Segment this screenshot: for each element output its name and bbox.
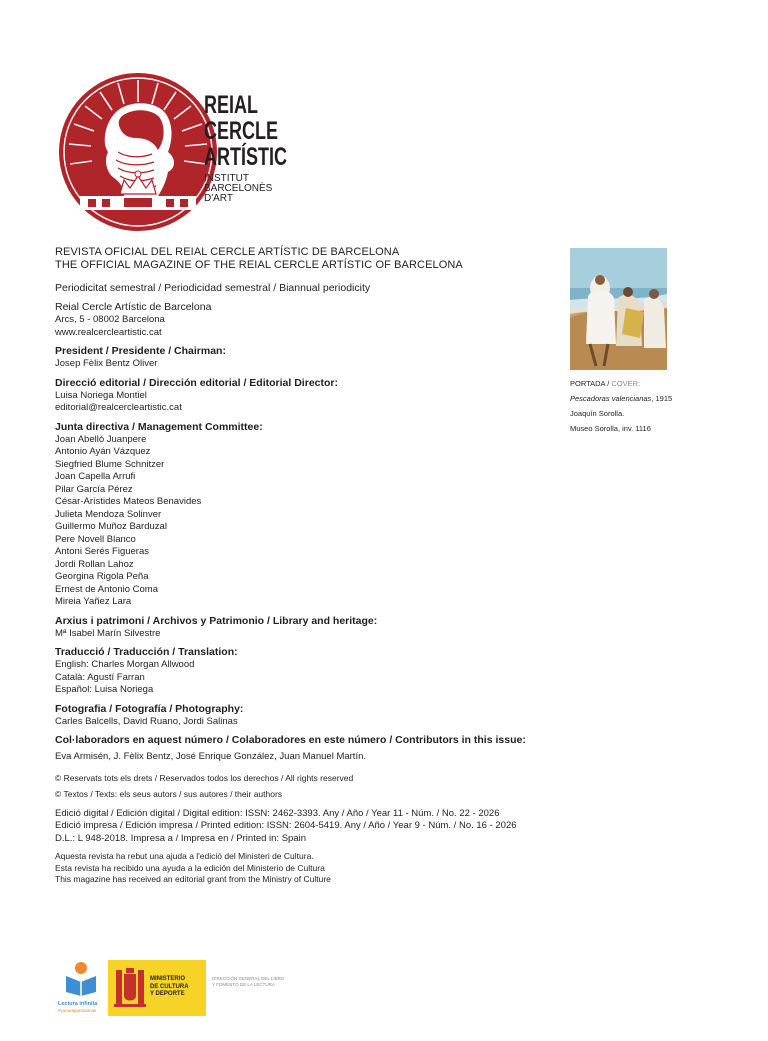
website-link[interactable]: www.realcercleartistic.cat — [55, 326, 162, 338]
committee-member: Joan Abelló Juanpere — [55, 433, 147, 445]
masthead-header — [55, 246, 555, 272]
person-name: Luisa Noriega Montiel — [55, 389, 147, 401]
digital-edition: Edició digital / Edición digital / Digital edition: ISSN: 2462-3393. Any / Año / Year 11 - Núm. / No. 22 - 2026 — [55, 807, 500, 819]
brand-sub-line: BARCELONÈS — [204, 183, 273, 194]
brand-sub-line: D'ART — [204, 193, 233, 204]
rights-line: © Textos / Texts: els seus autors / sus autores / their authors — [55, 788, 283, 799]
committee-member: Pere Novell Blanco — [55, 533, 136, 545]
translator-line: Català: Agustí Farran — [55, 671, 145, 683]
email-link[interactable]: editorial@realcercleartistic.cat — [55, 402, 182, 413]
club-seal-logo — [58, 72, 218, 232]
committee-member: Siegfried Blume Schnitzer — [55, 458, 165, 470]
section-title: Col·laboradors en aquest número / Colaboradores en este número / Contributors in this issue: — [55, 734, 526, 746]
printed-edition: Edició impresa / Edición impresa / Printed edition: ISSN: 2604-5419. Any / Año / Year 9 - Núm. / No. 16 - 2026 — [55, 820, 517, 831]
cover-painting — [570, 248, 667, 370]
caption-portada: PORTADA / — [570, 379, 612, 388]
lectura-infinita-logo — [58, 958, 104, 1018]
committee-member: Mireia Yañez Lara — [55, 596, 132, 607]
section-title: Fotografia / Fotografía / Photography: — [55, 702, 244, 715]
section-title: President / Presidente / Chairman: — [55, 345, 226, 357]
ministry-line3: Y DEPORTE — [150, 991, 185, 997]
committee-member: Ernest de Antonio Coma — [55, 583, 158, 595]
periodicity-text: Periodicitat semestral / Periodicidad semestral / Biannual periodicity — [55, 282, 371, 294]
street-address: Arcs, 5 - 08002 Barcelona — [55, 314, 165, 325]
ministry-line2: DE CULTURA — [150, 983, 189, 990]
editorial-block — [55, 377, 575, 415]
section-title: Arxius i patrimoni / Archivos y Patrimonio / Library and heritage: — [55, 614, 378, 627]
lectura-line2: #yomeapuntoamas — [58, 1008, 97, 1013]
caption-cover-en: COVER: — [611, 379, 641, 388]
committee-block — [55, 421, 575, 609]
section-title: Junta directiva / Management Committee: — [55, 420, 263, 433]
org-name: Reial Cercle Artístic de Barcelona — [55, 301, 212, 313]
sponsor-logos — [58, 958, 308, 1020]
translator-line: Español: Luisa Noriega — [55, 684, 154, 695]
contributor-names: Eva Armisén, J. Fèlix Bentz, José Enrique González, Juan Manuel Martín. — [55, 751, 367, 762]
seal-icon — [58, 72, 218, 232]
painting-museum: Museo Sorolla, inv. 1116 — [570, 424, 651, 433]
rights-block — [55, 770, 575, 802]
book-icon — [58, 958, 104, 996]
grant-line: This magazine has received an editorial grant from the Ministry of Culture — [55, 874, 331, 884]
painting-artist: Joaquín Sorolla. — [570, 409, 625, 418]
committee-member: Antoni Serés Figueras — [55, 546, 149, 557]
committee-member: César-Arístides Mateos Benavides — [55, 496, 202, 507]
grant-line: Esta revista ha recibido una ayuda a la edición del Ministerio de Cultura — [55, 862, 325, 873]
translator-line: English: Charles Morgan Allwood — [55, 659, 195, 670]
header-line-1: REVISTA OFICIAL DEL REIAL CERCLE ARTÍSTIC DE BARCELONA — [55, 246, 400, 258]
painting-year: , 1915 — [651, 394, 673, 403]
painting-thumbnail-icon — [570, 248, 667, 370]
dg-logo — [212, 976, 284, 988]
grant-block — [55, 851, 575, 886]
editions-block — [55, 808, 575, 846]
caption-label — [570, 376, 710, 391]
dg-line1: DIRECCIÓN GENERAL DEL LIBRO — [212, 976, 285, 981]
committee-member: Guillermo Muñoz Barduzal — [55, 521, 167, 532]
painting-title: Pescadoras valencianas — [570, 394, 652, 403]
section-title: Direcció editorial / Dirección editorial / Editorial Director: — [55, 376, 338, 389]
translation-block — [55, 646, 575, 697]
coat-of-arms-icon — [110, 960, 150, 1016]
archives-block — [55, 615, 575, 641]
legal-deposit: D.L.: L 948-2018. Impresa a / Impresa en / Printed in: Spain — [55, 832, 307, 844]
section-title: Traducció / Traducción / Translation: — [55, 646, 238, 658]
cover-caption — [570, 376, 710, 436]
header-line-2: THE OFFICIAL MAGAZINE OF THE REIAL CERCLE ARTÍSTIC OF BARCELONA — [55, 259, 463, 271]
brand-wordmark — [204, 92, 294, 204]
photography-block — [55, 703, 575, 729]
photographer-names: Carles Balcells, David Ruano, Jordi Salinas — [55, 715, 238, 727]
person-name: Mª Isabel Marín Silvestre — [55, 627, 161, 639]
dg-line2: Y FOMENTO DE LA LECTURA — [212, 982, 275, 987]
lectura-line1: Lectura infinita — [58, 1001, 98, 1007]
grant-line: Aquesta revista ha rebut una ajuda a l'edició del Ministeri de Cultura. — [55, 851, 314, 861]
committee-member: Jordi Rollan Lahoz — [55, 558, 134, 570]
president-block — [55, 345, 575, 371]
ministry-line1: MINISTERIO — [150, 976, 186, 982]
brand-name-line: CERCLE — [204, 117, 279, 145]
committee-member: Antonio Ayán Vázquez — [55, 446, 151, 457]
person-name: Josep Fèlix Bentz Oliver — [55, 358, 158, 369]
brand-name-line: ARTÍSTIC — [204, 143, 288, 171]
brand-sub-line: INSTITUT — [204, 173, 249, 184]
credits-column — [55, 282, 575, 892]
ministry-logo — [108, 960, 206, 1016]
committee-member: Joan Capella Arrufi — [55, 471, 136, 482]
address-block — [55, 301, 575, 339]
brand-name-line: REIAL — [204, 91, 258, 119]
committee-member: Pilar García Pérez — [55, 483, 133, 495]
committee-member: Julieta Mendoza Solinver — [55, 508, 162, 520]
caption-title-line — [570, 391, 710, 406]
committee-member: Georgina Rigola Peña — [55, 571, 149, 582]
rights-line: © Reservats tots els drets / Reservados todos los derechos / All rights reserved — [55, 772, 354, 783]
contributors-block — [55, 734, 575, 764]
